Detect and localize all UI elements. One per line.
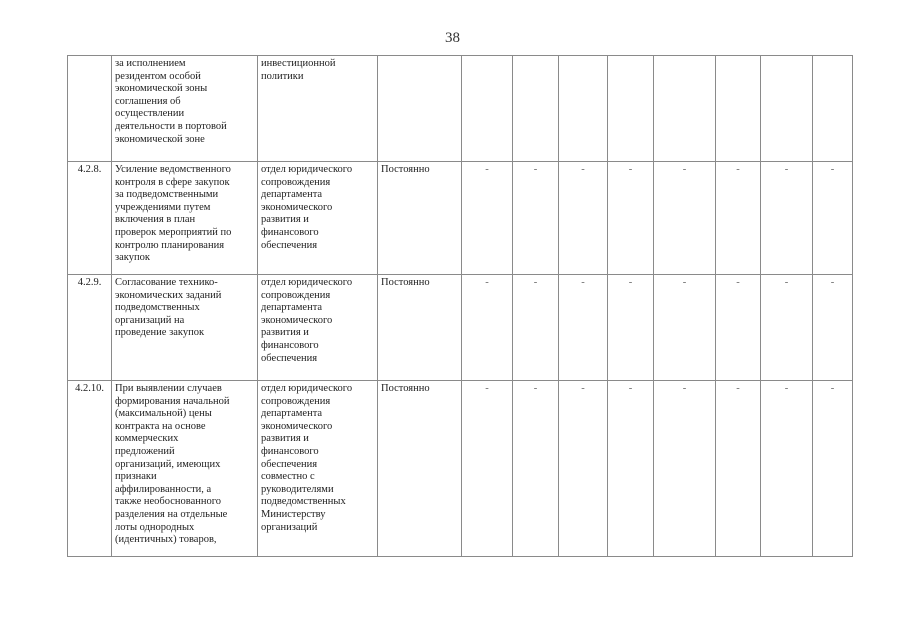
measure-cell bbox=[112, 56, 258, 162]
row-number bbox=[68, 56, 112, 162]
value-cell bbox=[462, 56, 513, 162]
value-cell: - bbox=[462, 162, 513, 275]
measure-text: При выявлении случаев формирования начальной (максимальной) цены контракта на основе коммерческих предложений организаций, имеющих признаки аффилированности, а также необоснованного разделения на отдельные лоты однородных (идентичных) товаров, bbox=[115, 383, 230, 546]
value-cell bbox=[761, 56, 813, 162]
value-cell bbox=[716, 56, 761, 162]
row-number: 4.2.10. bbox=[68, 381, 112, 557]
measure-cell bbox=[112, 381, 258, 557]
value-cell: - bbox=[813, 162, 853, 275]
value-cell: - bbox=[559, 275, 608, 381]
value-cell: - bbox=[462, 381, 513, 557]
executor-cell bbox=[258, 56, 378, 162]
executor-text: отдел юридического сопровождения департамента экономического развития и финансового обеспечения bbox=[261, 164, 353, 251]
value-cell bbox=[654, 56, 716, 162]
value-cell: - bbox=[608, 275, 654, 381]
value-cell: - bbox=[716, 381, 761, 557]
term-cell bbox=[378, 56, 462, 162]
value-cell: - bbox=[654, 275, 716, 381]
value-cell bbox=[608, 56, 654, 162]
value-cell: - bbox=[761, 275, 813, 381]
value-cell: - bbox=[813, 275, 853, 381]
table-row bbox=[68, 381, 853, 557]
value-cell: - bbox=[761, 162, 813, 275]
value-cell bbox=[813, 56, 853, 162]
term-cell: Постоянно bbox=[378, 162, 462, 275]
value-cell: - bbox=[559, 162, 608, 275]
value-cell: - bbox=[654, 162, 716, 275]
executor-text: отдел юридического сопровождения департамента экономического развития и финансового обеспечения bbox=[261, 277, 353, 364]
value-cell: - bbox=[654, 381, 716, 557]
value-cell: - bbox=[716, 162, 761, 275]
value-cell: - bbox=[608, 381, 654, 557]
measure-text: Усиление ведомственного контроля в сфере закупок за подведомственными учреждениями путем включения в план проверок мероприятий по контролю планирования закупок bbox=[115, 164, 232, 264]
executor-text: отдел юридического сопровождения департамента экономического развития и финансового обеспечения совместно с руководителями подведомственных Министерству организаций bbox=[261, 383, 353, 533]
row-number: 4.2.8. bbox=[68, 162, 112, 275]
term-cell: Постоянно bbox=[378, 381, 462, 557]
measure-cell bbox=[112, 162, 258, 275]
measures-table bbox=[67, 55, 853, 557]
value-cell: - bbox=[513, 275, 559, 381]
term-cell: Постоянно bbox=[378, 275, 462, 381]
measure-cell bbox=[112, 275, 258, 381]
value-cell: - bbox=[513, 381, 559, 557]
value-cell bbox=[513, 56, 559, 162]
executor-cell bbox=[258, 162, 378, 275]
row-number: 4.2.9. bbox=[68, 275, 112, 381]
value-cell: - bbox=[608, 162, 654, 275]
value-cell: - bbox=[761, 381, 813, 557]
page-number: 38 bbox=[445, 30, 460, 46]
table-row bbox=[68, 275, 853, 381]
table-row bbox=[68, 56, 853, 162]
table-row bbox=[68, 162, 853, 275]
value-cell: - bbox=[559, 381, 608, 557]
value-cell bbox=[559, 56, 608, 162]
measure-text: за исполнением резидентом особой экономической зоны соглашения об осуществлении деятельности в портовой экономической зоне bbox=[115, 58, 227, 145]
executor-text: инвестиционной политики bbox=[261, 58, 336, 82]
executor-cell bbox=[258, 381, 378, 557]
value-cell: - bbox=[462, 275, 513, 381]
table-body bbox=[68, 56, 853, 557]
executor-cell bbox=[258, 275, 378, 381]
value-cell: - bbox=[513, 162, 559, 275]
value-cell: - bbox=[813, 381, 853, 557]
measure-text: Согласование технико- экономических заданий подведомственных организаций на проведение закупок bbox=[115, 277, 222, 339]
value-cell: - bbox=[716, 275, 761, 381]
